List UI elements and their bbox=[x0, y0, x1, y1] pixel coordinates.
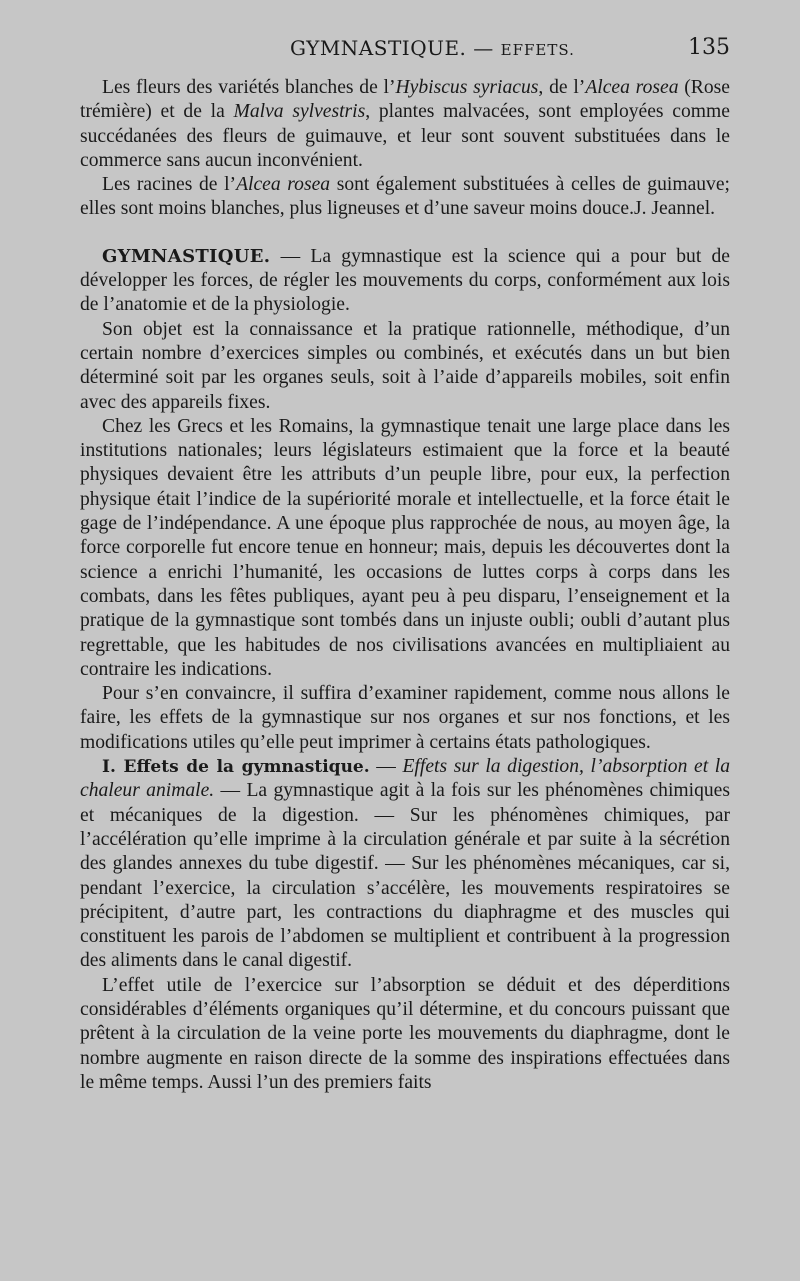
section-subtitle: Effets sur la digestion, l’absorption et la chaleur animale. bbox=[80, 756, 730, 802]
paragraph-digestion: I. Effets de la gymnastique. — Effets sur la digestion, l’absorption et la chaleur animale. — La gymnastique agit à la fois sur les phénomènes chimiques et mécaniques de la digestion. — Sur les phénomènes chimiques, par l’accélération qu’elle imprime à la circulation générale et par suite à la sécrétion des glandes annexes du tube digestif. — Sur les phénomènes mécaniques, car si, pendant l’exercice, la circulation s’accélère, les mouvements respiratoires se précipitent, d’autre part, les contractions du diaphragme et des muscles qui constituent les parois de l’abdomen se multiplient et contribuent à la progression des aliments dans le canal digestif. bbox=[80, 756, 730, 972]
page-number: 135 bbox=[688, 35, 730, 60]
author-signature: J. Jeannel. bbox=[633, 198, 716, 220]
paragraph-effects-intro: Pour s’en convaincre, il suffira d’examiner rapidement, comme nous allons le faire, les effets de la gymnastique sur nos organes et sur nos fonctions, et les modifications utiles qu’elle peut imprimer à certains états pathologiques. bbox=[80, 683, 730, 753]
article-heading: GYMNASTIQUE. bbox=[102, 245, 271, 267]
running-subtitle: EFFETS. bbox=[500, 41, 575, 59]
page-body bbox=[80, 76, 730, 1095]
running-header bbox=[80, 36, 730, 66]
section-title: I. Effets de la gymnastique. bbox=[102, 757, 370, 778]
paragraph-definition: GYMNASTIQUE. — La gymnastique est la science qui a pour but de développer les forces, de régler les mouvements du corps, conformément aux lois de l’anatomie et de la physiologie. bbox=[80, 245, 730, 316]
paragraph-object: Son objet est la connaissance et la pratique rationnelle, méthodique, d’un certain nombre d’exercices simples ou combinés, et exécutés dans un but bien déterminé soit par les organes seuls, soit à l’aide d’appareils mobiles, soit enfin avec des appareils fixes. bbox=[80, 318, 730, 413]
paragraph-flowers: Les fleurs des variétés blanches de l’Hybiscus syriacus, de l’Alcea rosea (Rose trémière) et de la Malva sylvestris, plantes malvacées, sont employées comme succédanées des fleurs de guimauve, et leur sont souvent substituées dans le commerce sans aucun inconvénient. bbox=[80, 77, 730, 171]
running-title: GYMNASTIQUE. — EFFETS. bbox=[290, 36, 575, 60]
paragraph-roots: Les racines de l’Alcea rosea sont également substituées à celles de guimauve; elles sont moins blanches, plus ligneuses et d’une saveur moins douce.J. Jeannel. bbox=[80, 174, 730, 220]
paragraph-history: Chez les Grecs et les Romains, la gymnastique tenait une large place dans les institutions nationales; leurs législateurs estimaient que la force et la beauté physiques devaient être les attributs d’un peuple libre, pour eux, la perfection physique était l’indice de la supériorité morale et intellectuelle, et la force était le gage de l’indépendance. A une époque plus rapprochée de nous, au moyen âge, la force corporelle fut encore tenue en honneur; mais, depuis les découvertes dont la science a enrichi l’humanité, les occasions de luttes corps à corps dans les combats, dans les fêtes publiques, ayant peu à peu disparu, l’enseignement et la pratique de la gymnastique sont tombés dans un injuste oubli; oubli d’autant plus regrettable, que les habitudes de nos civilisations avancées en multipliaient au contraire les indications. bbox=[80, 415, 730, 680]
paragraph-absorption: L’effet utile de l’exercice sur l’absorption se déduit et des déperditions considérables d’éléments organiques qu’il détermine, et du concours puissant que prêtent à la circulation de la veine porte les mouvements du diaphragme, dont le nombre augmente en raison directe de la somme des inspirations effectuées dans le même temps. Aussi l’un des premiers faits bbox=[80, 974, 730, 1093]
